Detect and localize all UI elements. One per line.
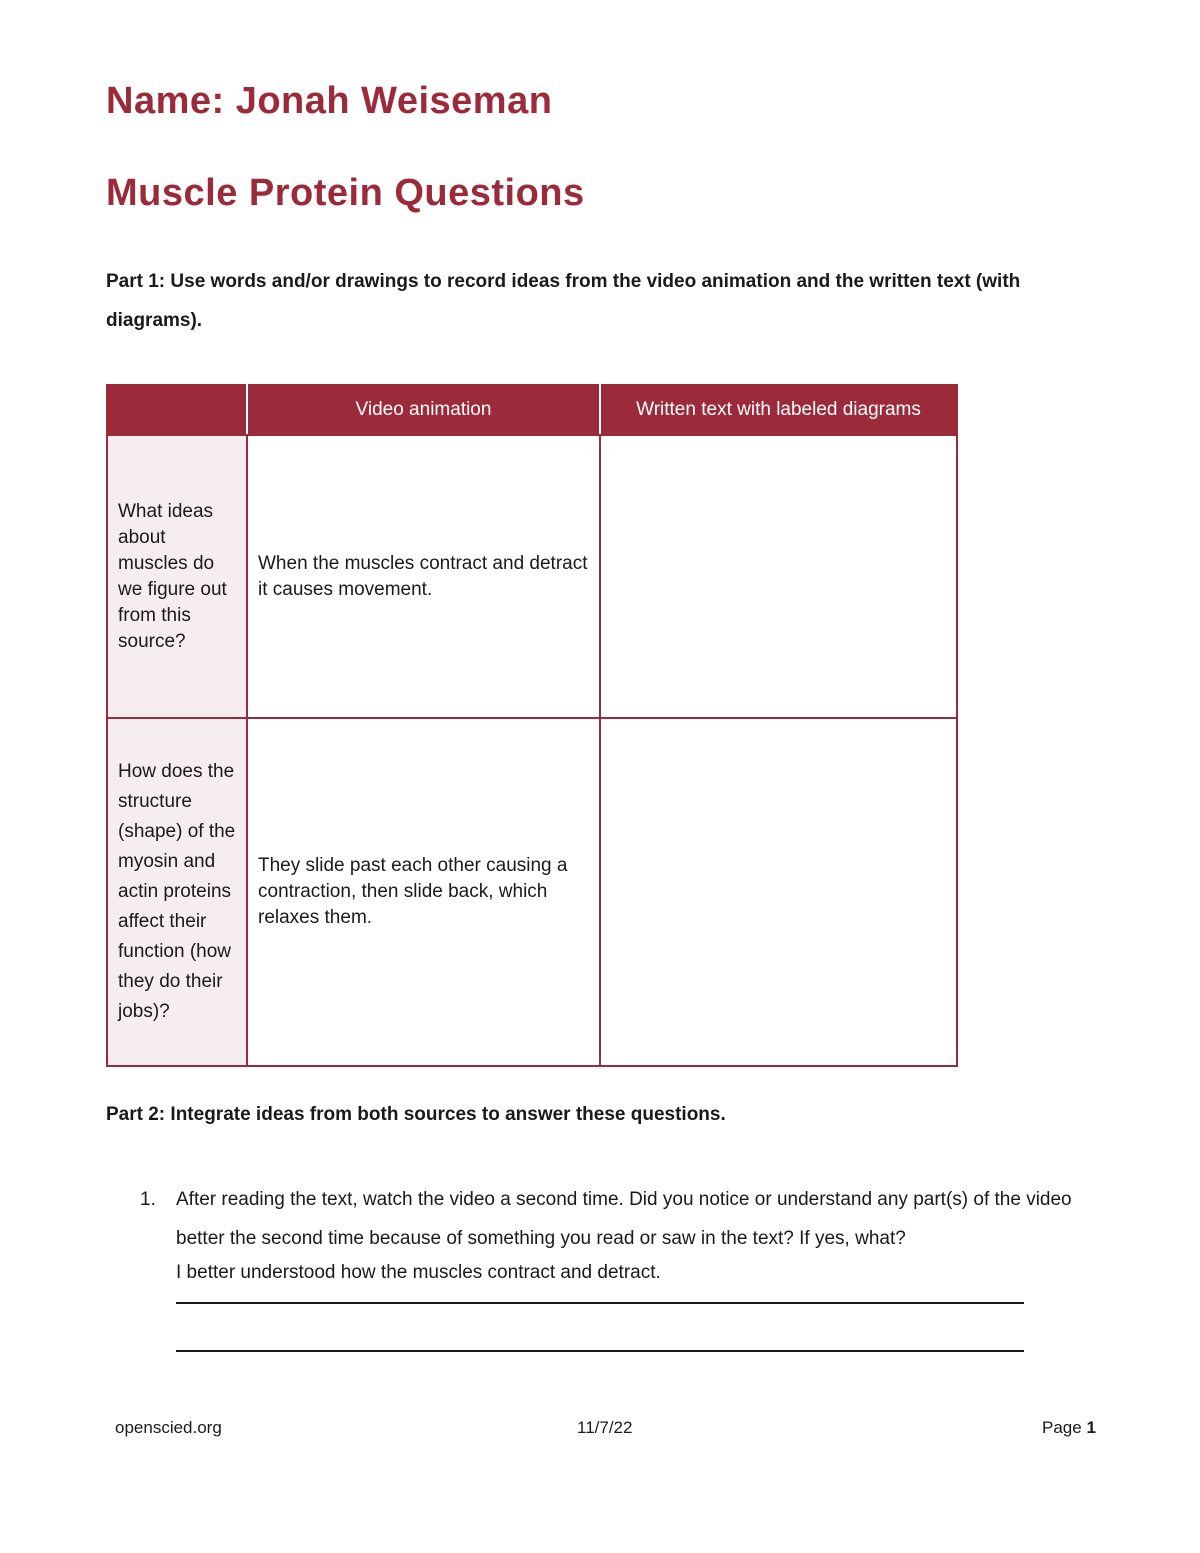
question-1-answer[interactable]: I better understood how the muscles contract and detract. <box>176 1262 661 1283</box>
question-text: After reading the text, watch the video a second time. Did you notice or understand any part(s) of the video better the second time because of something you read or saw in the text? If yes, what? <box>176 1189 1072 1249</box>
part1-instructions: Part 1: Use words and/or drawings to record ideas from the video animation and the written text (with diagrams). <box>106 271 1021 331</box>
sources-table <box>106 384 958 1067</box>
part2-instructions: Part 2: Integrate ideas from both sources to answer these questions. <box>106 1104 726 1125</box>
footer-date: 11/7/22 <box>577 1418 633 1437</box>
question-number: 1. <box>140 1189 156 1210</box>
column-header-video: Video animation <box>247 385 600 435</box>
answer-line[interactable] <box>176 1350 1024 1352</box>
column-header-blank <box>107 385 247 435</box>
video-answer-cell[interactable] <box>247 718 600 1066</box>
column-header-text: Written text with labeled diagrams <box>600 385 957 435</box>
page-title: Muscle Protein Questions <box>106 172 585 214</box>
row-question-label: How does the structure (shape) of the myosin and actin proteins affect their function (how they do their jobs)? <box>118 761 236 1022</box>
answer-line[interactable] <box>176 1302 1024 1304</box>
text-answer-cell[interactable] <box>600 718 957 1066</box>
video-answer-text: When the muscles contract and detract it causes movement. <box>258 552 588 600</box>
video-answer-text: They slide past each other causing a contraction, then slide back, which relaxes them. <box>258 855 568 928</box>
table-header-row <box>107 385 957 435</box>
table-row <box>107 435 957 718</box>
table-row <box>107 718 957 1066</box>
row-question-label: What ideas about muscles do we figure out from this source? <box>118 500 227 652</box>
row-question-structure <box>107 718 247 1066</box>
student-name: Name: Jonah Weiseman <box>106 80 553 122</box>
video-answer-cell[interactable] <box>247 435 600 718</box>
page-number: 1 <box>1086 1418 1096 1437</box>
row-question-ideas <box>107 435 247 718</box>
footer-site: openscied.org <box>115 1418 222 1437</box>
page-label: Page <box>1042 1418 1082 1437</box>
text-answer-cell[interactable] <box>600 435 957 718</box>
footer-page-number <box>1042 1418 1096 1438</box>
